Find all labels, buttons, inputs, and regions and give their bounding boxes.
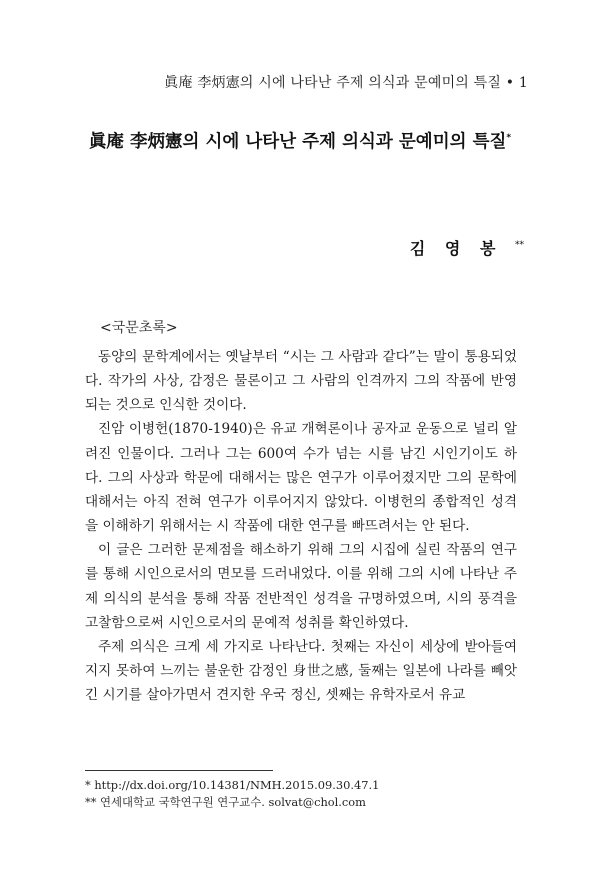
paragraph: 주제 의식은 크게 세 가지로 나타난다. 첫째는 자신이 세상에 받아들여지지 못하여 느끼는 불운한 감정인 身世之感, 둘째는 일본에 나라를 빼앗긴 시기를 살아가면서 견지한 우국 정신, 셋째는 유학자로서 유교 <box>85 638 517 704</box>
author-name: 김 영 봉 <box>409 239 503 258</box>
footnotes <box>85 777 525 811</box>
title-text: 眞庵 李炳憲의 시에 나타난 주제 의식과 문예미의 특질 <box>88 132 507 152</box>
footnote-doi: * http://dx.doi.org/10.14381/NMH.2015.09.30.47.1 <box>85 778 380 792</box>
paragraph: 이 글은 그러한 문제점을 해소하기 위해 그의 시집에 실린 작품의 연구를 통해 시인으로서의 면모를 드러내었다. 이를 위해 그의 시에 나타난 주제 의식의 분석을 통해 작품 전반적인 성격을 규명하였으며, 시의 풍격을 고찰함으로써 시인으로서의 문예적 성취를 확인하였다. <box>85 542 517 631</box>
author <box>410 236 524 259</box>
running-header: 眞庵 李炳憲의 시에 나타난 주제 의식과 문예미의 특질 • 1 <box>164 75 528 91</box>
paragraph: 진암 이병헌(1870-1940)은 유교 개혁론이나 공자교 운동으로 널리 알려진 인물이다. 그러나 그는 600여 수가 넘는 시를 남긴 시인기이도 하다. 그의 사상과 학문에 대해서는 많은 연구가 이루어졌지만 그의 문학에 대해서는 아직 전혀 연구가 이루어지지 않았다. 이병헌의 종합적인 성격을 이해하기 위해서는 시 작품에 대한 연구를 빠뜨려서는 안 된다. <box>85 421 517 535</box>
abstract-body <box>85 345 517 707</box>
abstract-label: <국문초록> <box>100 320 178 336</box>
author-footnote-mark: ** <box>515 240 524 251</box>
title-footnote-mark: * <box>506 133 512 144</box>
page-title <box>0 128 600 153</box>
footnote-divider <box>85 770 273 771</box>
paragraph: 동양의 문학계에서는 옛날부터 “시는 그 사람과 같다”는 말이 통용되었다. 작가의 사상, 감정은 물론이고 그 사람의 인격까지 그의 작품에 반영되는 것으로 인식한 것이다. <box>85 349 517 414</box>
footnote-author-affiliation: ** 연세대학교 국학연구원 연구교수. solvat@chol.com <box>85 795 366 809</box>
